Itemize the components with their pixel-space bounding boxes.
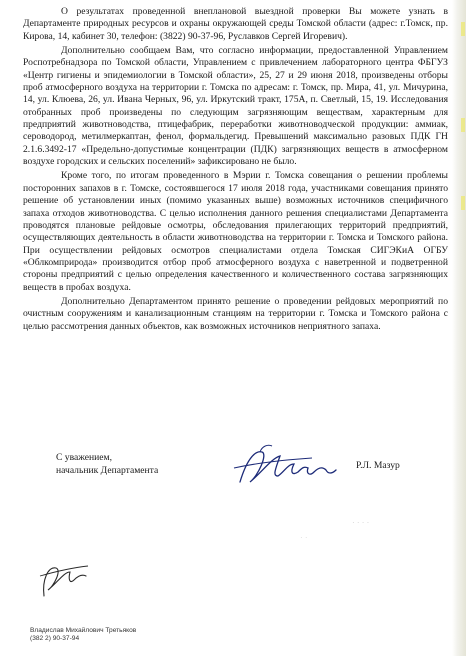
faint-stamp-mark: · · · · bbox=[352, 518, 370, 527]
executor-phone: (382 2) 90-37-94 bbox=[30, 635, 80, 643]
paragraph-2: Дополнительно сообщаем Вам, что согласно информации, предоставленной Управлением Роспотребнадзора по Томской области, Управлением с привлечением лабораторного центра ФБГУЗ «Центр гигиены и эпидемиологии в Томской области», 25, 27 и 29 июня 2018, произведены отборы проб атмосферного воздуха на территории г. Томска по адресам: г. Томск, пр. Мира, 41, ул. Мичурина, 14, ул. Клюева, 26, ул. Ивана Черных, 96, ул. Иркутский тракт, 175А, п. Светлый, 15, 19. Исследования отобранных проб произведены по следующим загрязняющим веществам, характерным для предприятий животноводства, птицефабрик, переработки животноводческой продукции: аммиак, сероводород, метилмеркаптан, фенол, формальдегид. Превышений максимально разовых ПДК ГН 2.1.6.3492-17 «Предельно-допустимые концентрации (ПДК) загрязняющих веществ в атмосферном воздухе городских и сельских поселений» зафиксировано не было. bbox=[23, 45, 448, 168]
paragraph-3: Кроме того, по итогам проведенного в Мэрии г. Томска совещания о решении проблемы посторонних запахов в г. Томске, состоявшегося 17 июля 2018 года, участниками совещания принято решение об установлении иных (помимо указанных выше) возможных источников специфичного запаха отходов животноводства. С целью исполнения данного решения специалистами Департамента проводятся плановые рейдовые осмотры, обследования прилегающих территорий предприятий, осуществляющих деятельность в области животноводства на территории г. Томска и Томского района. При осуществлении рейдовых осмотров специалистами отдела Томская СИГЭКиА ОГБУ «Облкомприрода» производится отбор проб атмосферного воздуха с наветренной и подветренной стороны предприятий с целью определения качественного и количественного состава загрязняющих веществ в пробах воздуха. bbox=[23, 170, 448, 293]
letter-body bbox=[23, 6, 448, 334]
edge-marker bbox=[461, 22, 465, 36]
closing-salutation: С уважением, bbox=[56, 452, 113, 463]
paragraph-4: Дополнительно Департаментом принято решение о проведении рейдовых мероприятий по очистным сооружениям и канализационным станциям на территории г. Томска и Томского района с целью рассмотрения данных объектов, как возможных источников неприятного запаха. bbox=[23, 295, 448, 332]
executor-signature-graphic bbox=[34, 556, 94, 606]
executor-block bbox=[30, 627, 136, 644]
signer-name: Р.Л. Мазур bbox=[356, 460, 400, 471]
closing-block bbox=[56, 452, 158, 478]
page-edge bbox=[452, 0, 466, 656]
edge-marker bbox=[461, 196, 465, 210]
executor-name: Владислав Михайлович Третьяков bbox=[30, 627, 137, 634]
closing-position: начальник Департамента bbox=[56, 464, 159, 476]
paragraph-1: О результатах проведенной внеплановой выездной проверки Вы можете узнать в Департаменте природных ресурсов и охраны окружающей среды Томской области (адрес: г.Томск, пр. Кирова, 14, кабинет 30, телефон: (3822) 90-37-96, Руславков Сергей Игоревич). bbox=[23, 6, 448, 42]
edge-marker bbox=[461, 118, 465, 132]
faint-stamp-mark: · · bbox=[300, 533, 308, 542]
signature-graphic bbox=[232, 442, 352, 492]
